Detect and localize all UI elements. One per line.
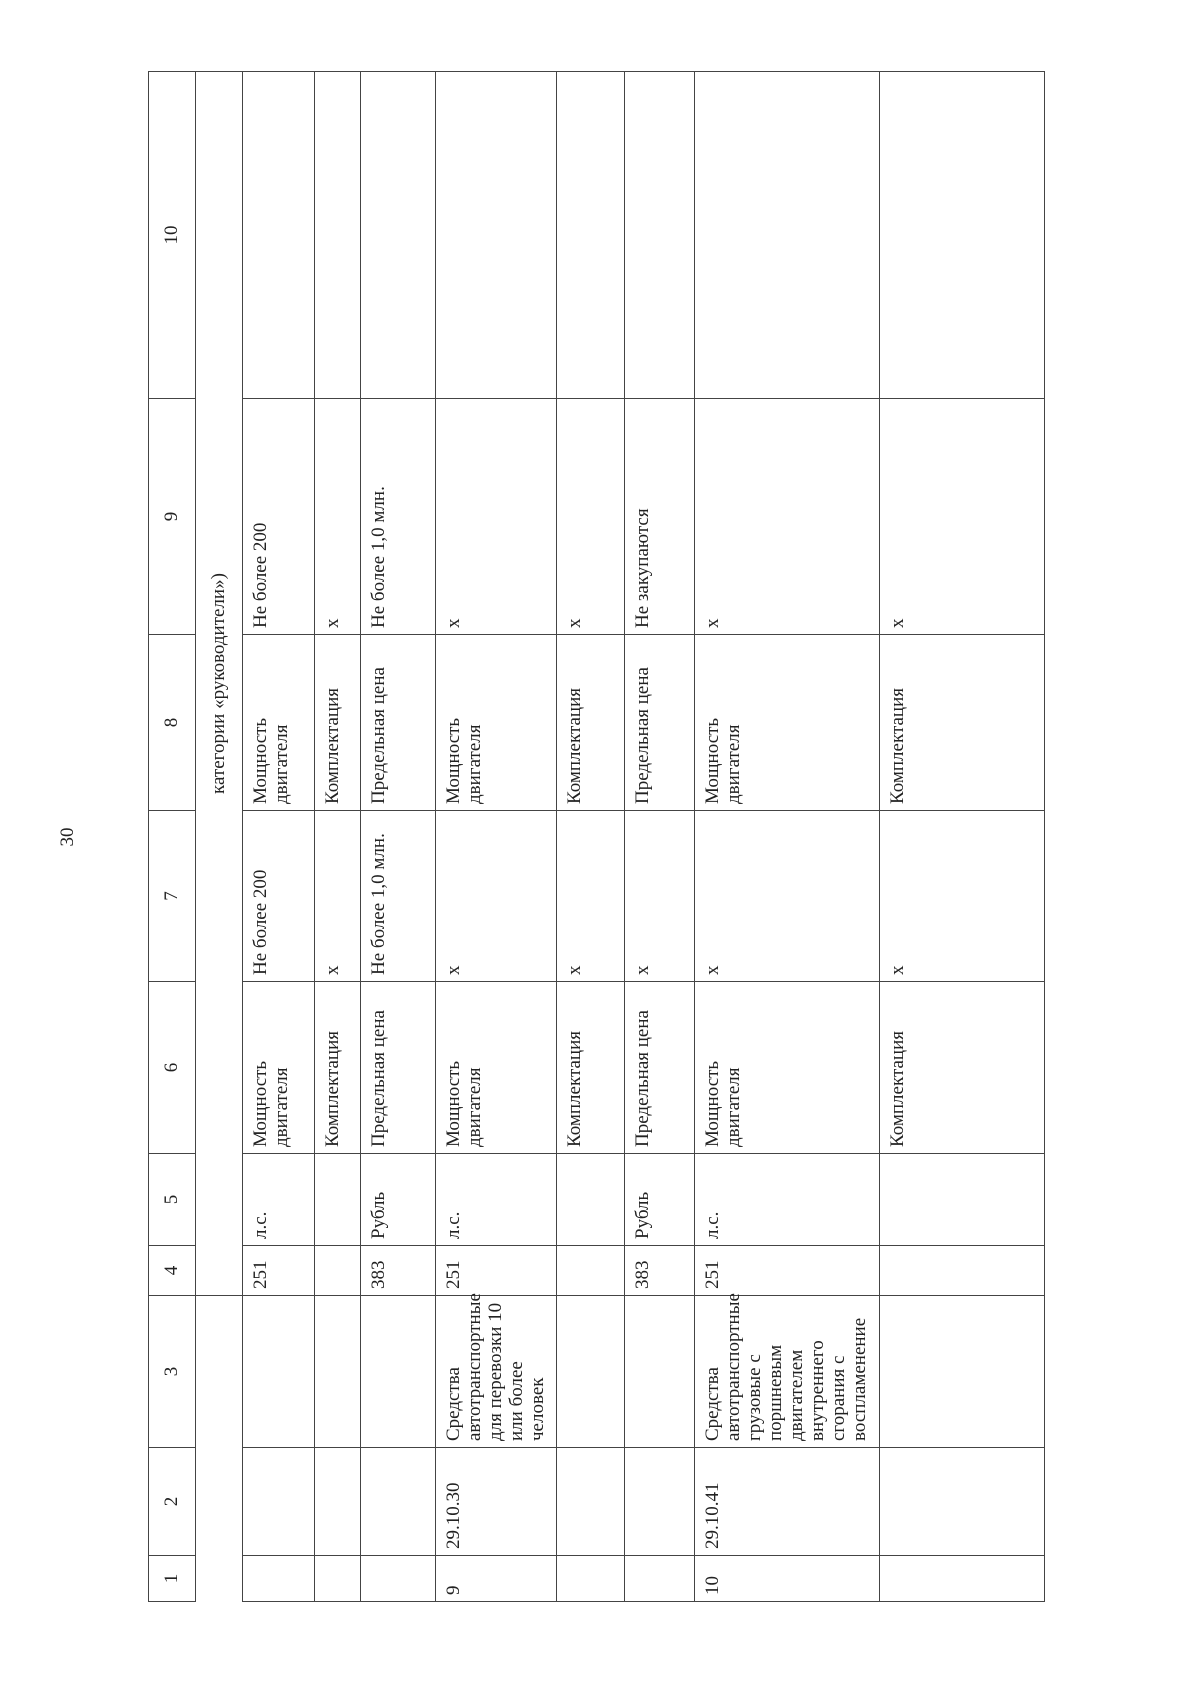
table-row [879, 72, 1044, 1602]
column-number: 6 [149, 982, 196, 1154]
cell: Не более 200 [243, 399, 315, 635]
table-row [695, 72, 879, 1602]
cell: 251 [695, 1246, 879, 1296]
cell [243, 72, 315, 399]
cell [557, 1154, 625, 1246]
table-row [315, 72, 361, 1602]
cell: Комплектация [557, 635, 625, 811]
cell [436, 72, 557, 399]
requirements-table [148, 71, 1045, 1602]
cell: 251 [436, 1246, 557, 1296]
cell: Предельная цена [625, 982, 695, 1154]
cell: х [879, 811, 1044, 982]
table-row [361, 72, 436, 1602]
column-number: 9 [149, 399, 196, 635]
cell: х [879, 399, 1044, 635]
cell [557, 72, 625, 399]
cell [361, 72, 436, 399]
row-number: 10 [695, 1556, 879, 1602]
cell: л.с. [243, 1154, 315, 1246]
cell: х [315, 811, 361, 982]
cell: Не закупаются [625, 399, 695, 635]
cell: Не более 200 [243, 811, 315, 982]
cell: Мощность двигателя [243, 635, 315, 811]
category-row [196, 72, 243, 1602]
category-empty-cell [196, 1556, 243, 1602]
cell: х [315, 399, 361, 635]
cell: х [625, 811, 695, 982]
cell [557, 1448, 625, 1556]
column-number: 5 [149, 1154, 196, 1246]
cell [879, 1154, 1044, 1246]
column-number: 8 [149, 635, 196, 811]
row-number: 9 [436, 1556, 557, 1602]
cell [625, 1556, 695, 1602]
product-code: 29.10.30 [436, 1448, 557, 1556]
rotated-table-container [148, 72, 934, 1602]
cell [243, 1448, 315, 1556]
cell [625, 72, 695, 399]
cell: 383 [625, 1246, 695, 1296]
cell: Комплектация [315, 635, 361, 811]
cell: Мощность двигателя [243, 982, 315, 1154]
cell: х [557, 811, 625, 982]
cell: Мощность двигателя [436, 982, 557, 1154]
cell [315, 1154, 361, 1246]
cell [315, 1448, 361, 1556]
cell: Рубль [625, 1154, 695, 1246]
table-row [436, 72, 557, 1602]
cell: Не более 1,0 млн. [361, 811, 436, 982]
cell: Комплектация [557, 982, 625, 1154]
cell [879, 1556, 1044, 1602]
cell [315, 1296, 361, 1448]
category-empty-cell [196, 1448, 243, 1556]
category-empty-cell [196, 1296, 243, 1448]
cell: х [436, 399, 557, 635]
cell: л.с. [436, 1154, 557, 1246]
column-number: 10 [149, 72, 196, 399]
column-number: 4 [149, 1246, 196, 1296]
cell [879, 72, 1044, 399]
cell [315, 72, 361, 399]
cell [361, 1448, 436, 1556]
cell: Не более 1,0 млн. [361, 399, 436, 635]
cell: Предельная цена [361, 635, 436, 811]
category-label: категории «руководители») [196, 72, 243, 1296]
cell: х [695, 399, 879, 635]
cell [557, 1296, 625, 1448]
cell [557, 1246, 625, 1296]
cell [695, 72, 879, 399]
page-number: 30 [57, 827, 78, 847]
cell [879, 1246, 1044, 1296]
cell [315, 1246, 361, 1296]
cell: Комплектация [315, 982, 361, 1154]
cell: Предельная цена [625, 635, 695, 811]
cell: Мощность двигателя [695, 635, 879, 811]
table-row [625, 72, 695, 1602]
cell [361, 1556, 436, 1602]
cell [243, 1556, 315, 1602]
cell: х [557, 399, 625, 635]
cell [879, 1296, 1044, 1448]
cell: Комплектация [879, 982, 1044, 1154]
column-number-row [149, 72, 196, 1602]
cell: х [436, 811, 557, 982]
cell [361, 1296, 436, 1448]
cell: Предельная цена [361, 982, 436, 1154]
product-code: 29.10.41 [695, 1448, 879, 1556]
product-name: Средства автотранспортные для перевозки 10 или более человек [436, 1296, 557, 1448]
table-row [243, 72, 315, 1602]
cell: Комплектация [879, 635, 1044, 811]
cell: Рубль [361, 1154, 436, 1246]
cell: 251 [243, 1246, 315, 1296]
cell [625, 1448, 695, 1556]
cell: Мощность двигателя [436, 635, 557, 811]
cell: Мощность двигателя [695, 982, 879, 1154]
column-number: 3 [149, 1296, 196, 1448]
cell [243, 1296, 315, 1448]
column-number: 2 [149, 1448, 196, 1556]
column-number: 1 [149, 1556, 196, 1602]
column-number: 7 [149, 811, 196, 982]
cell [315, 1556, 361, 1602]
product-name: Средства автотранспортные грузовые с поршневым двигателем внутреннего сгорания с воспламенение [695, 1296, 879, 1448]
cell: л.с. [695, 1154, 879, 1246]
cell [557, 1556, 625, 1602]
table-row [557, 72, 625, 1602]
cell [625, 1296, 695, 1448]
cell: 383 [361, 1246, 436, 1296]
cell: х [695, 811, 879, 982]
cell [879, 1448, 1044, 1556]
